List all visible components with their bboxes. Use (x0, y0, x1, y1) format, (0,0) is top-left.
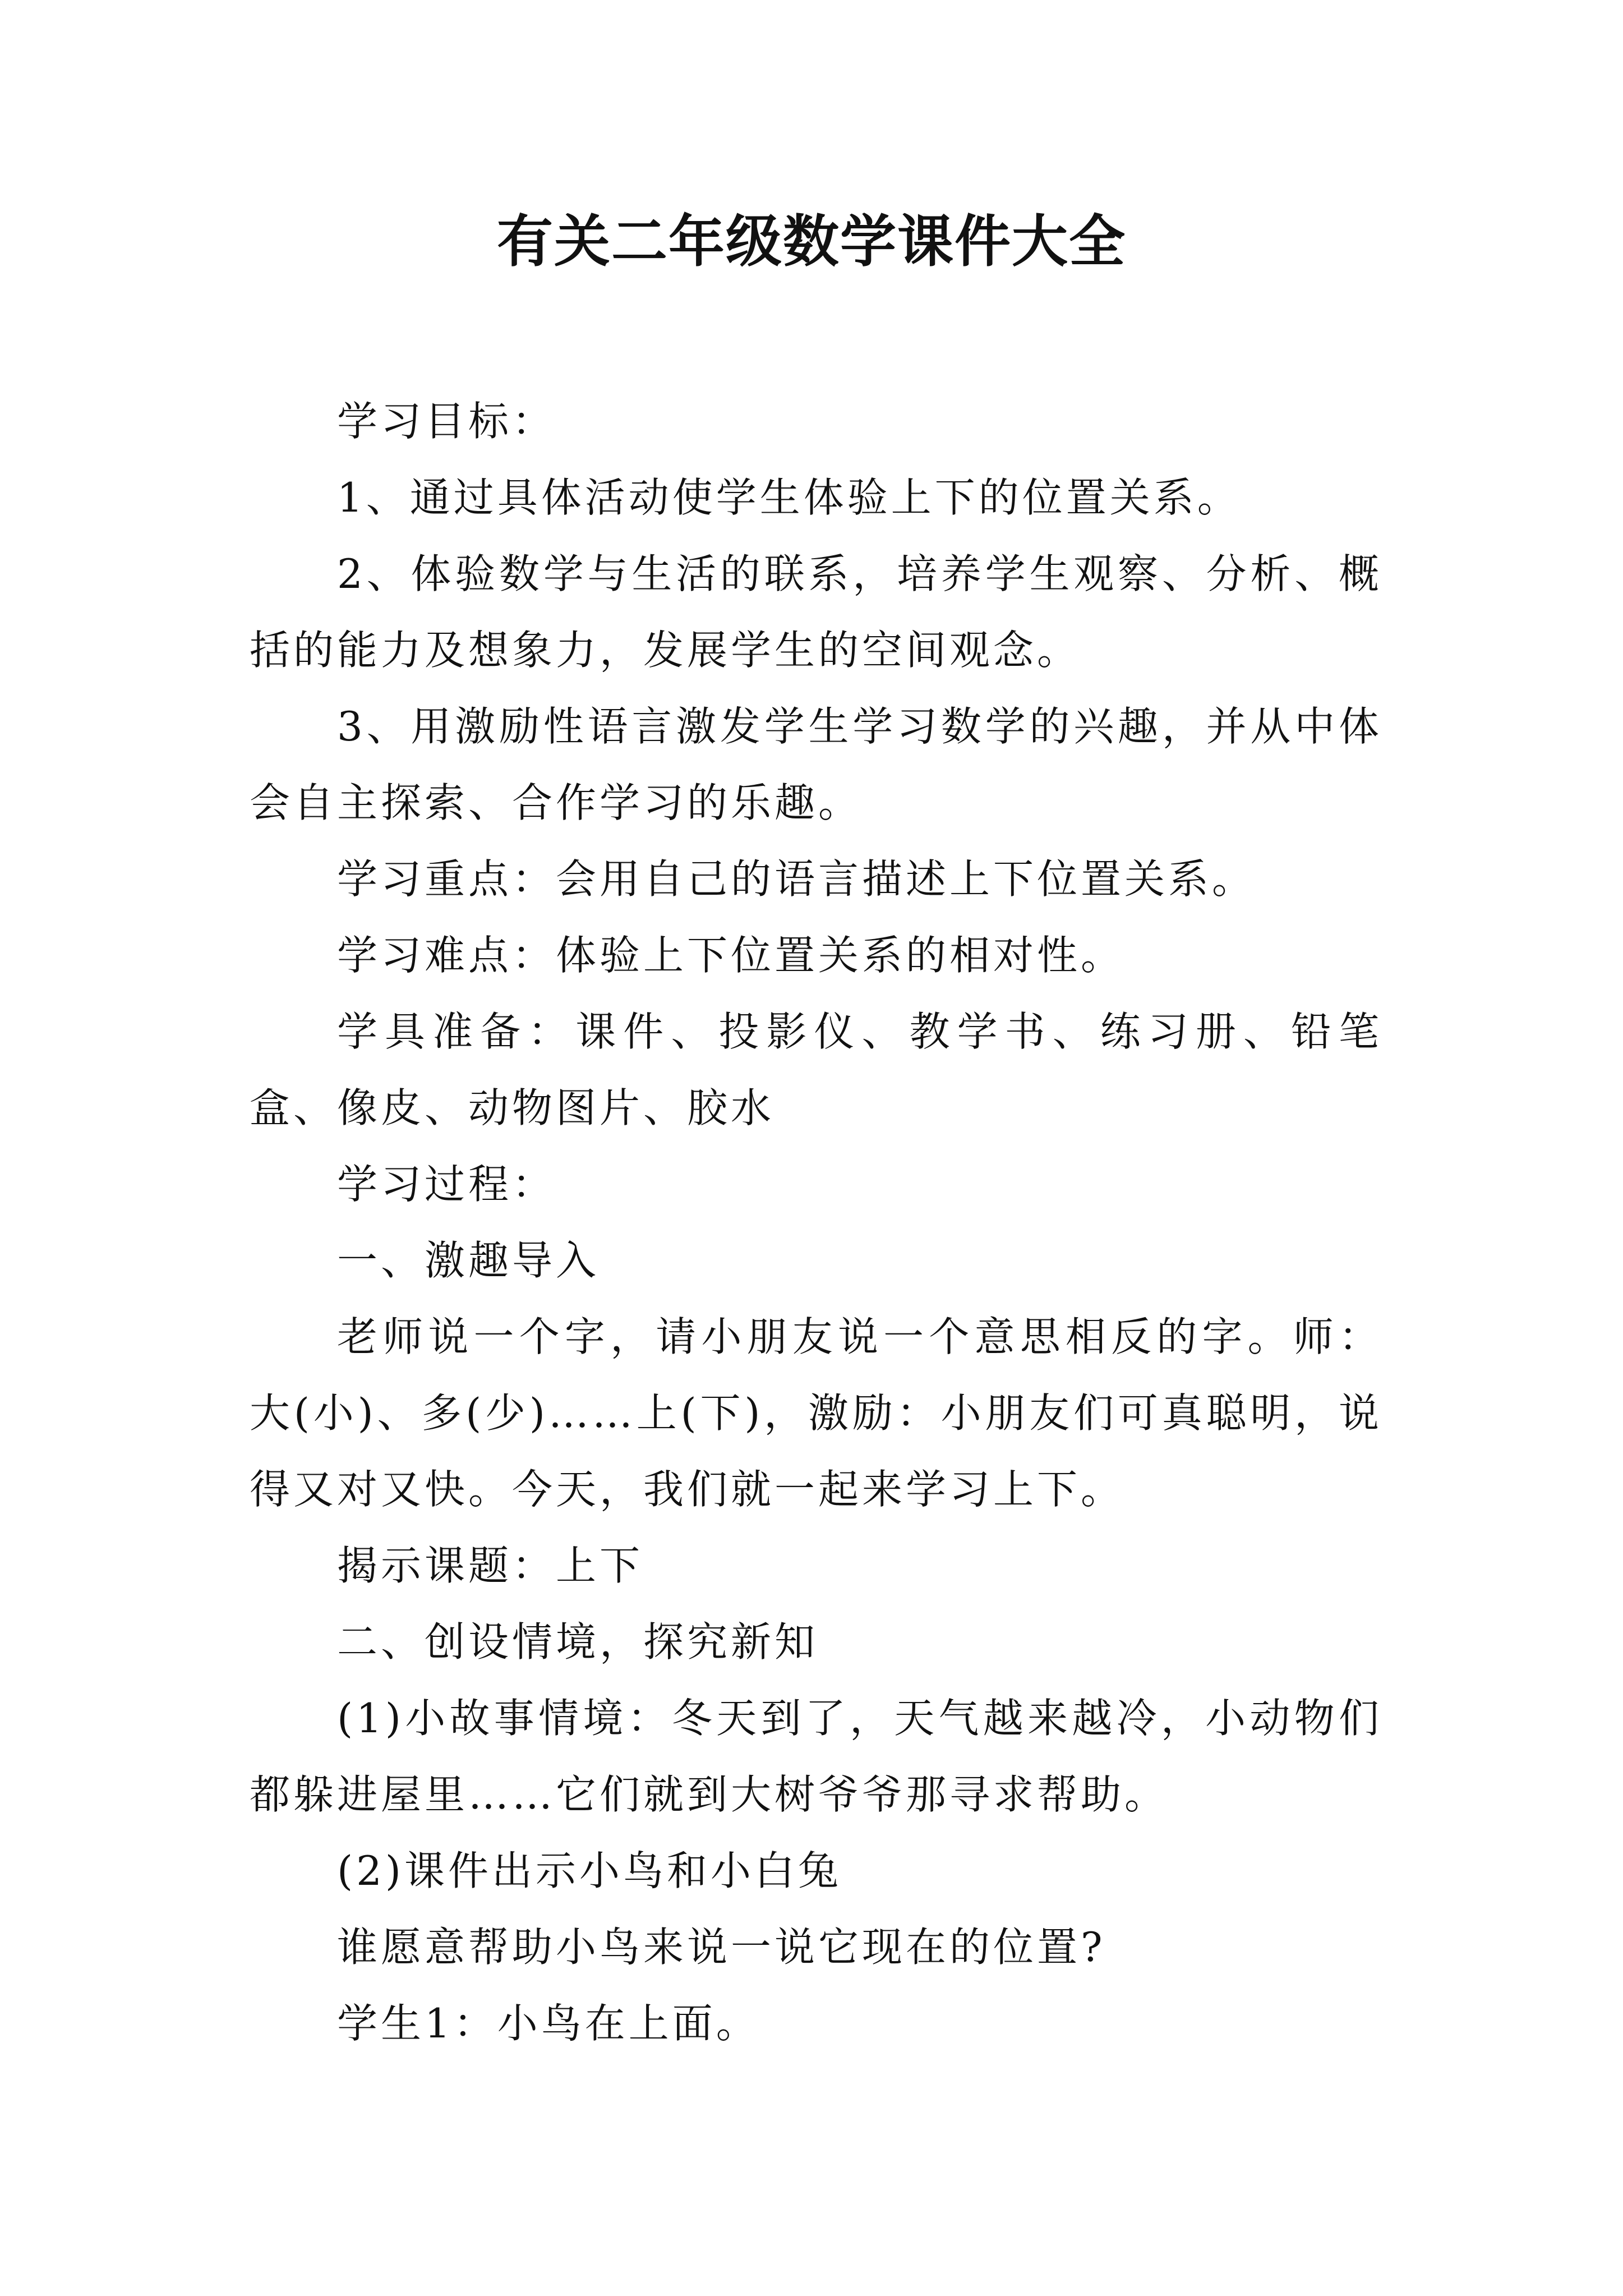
paragraph-story-context: (1)小故事情境：冬天到了，天气越来越冷，小动物们都躲进屋里……它们就到大树爷爷那寻求帮助。 (250, 1695, 1382, 1818)
paragraph-goal-2: 2、体验数学与生活的联系，培养学生观察、分析、概括的能力及想象力，发展学生的空间观念。 (250, 550, 1382, 674)
paragraph-process-heading: 学习过程： (337, 1161, 556, 1208)
paragraph-topic: 揭示课题：上下 (337, 1542, 644, 1589)
paragraph-key-point: 学习重点：会用自己的语言描述上下位置关系。 (337, 855, 1256, 903)
paragraph-difficulty: 学习难点：体验上下位置关系的相对性。 (337, 932, 1125, 979)
paragraph-question: 谁愿意帮助小鸟来说一说它现在的位置? (337, 1924, 1106, 1971)
paragraph-goal-1: 1、通过具体活动使学生体验上下的位置关系。 (337, 474, 1241, 521)
paragraph-courseware-show: (2)课件出示小鸟和小白兔 (337, 1847, 842, 1894)
paragraph-learning-goals-heading: 学习目标： (337, 398, 556, 445)
document-body (250, 383, 1382, 2062)
paragraph-section-2-heading: 二、创设情境，探究新知 (337, 1618, 819, 1665)
paragraph-teacher-intro: 老师说一个字，请小朋友说一个意思相反的字。师：大(小)、多(少)……上(下)，激励：小朋友们可真聪明，说得又对又快。今天，我们就一起来学习上下。 (250, 1313, 1382, 1513)
paragraph-materials: 学具准备：课件、投影仪、教学书、练习册、铅笔盒、像皮、动物图片、胶水 (250, 1008, 1382, 1131)
paragraph-section-1-heading: 一、激趣导入 (337, 1237, 600, 1284)
paragraph-student-answer: 学生1：小鸟在上面。 (337, 2000, 760, 2047)
document-title: 有关二年级数学课件大全 (497, 208, 1126, 274)
paragraph-goal-3: 3、用激励性语言激发学生学习数学的兴趣，并从中体会自主探索、合作学习的乐趣。 (250, 703, 1382, 826)
